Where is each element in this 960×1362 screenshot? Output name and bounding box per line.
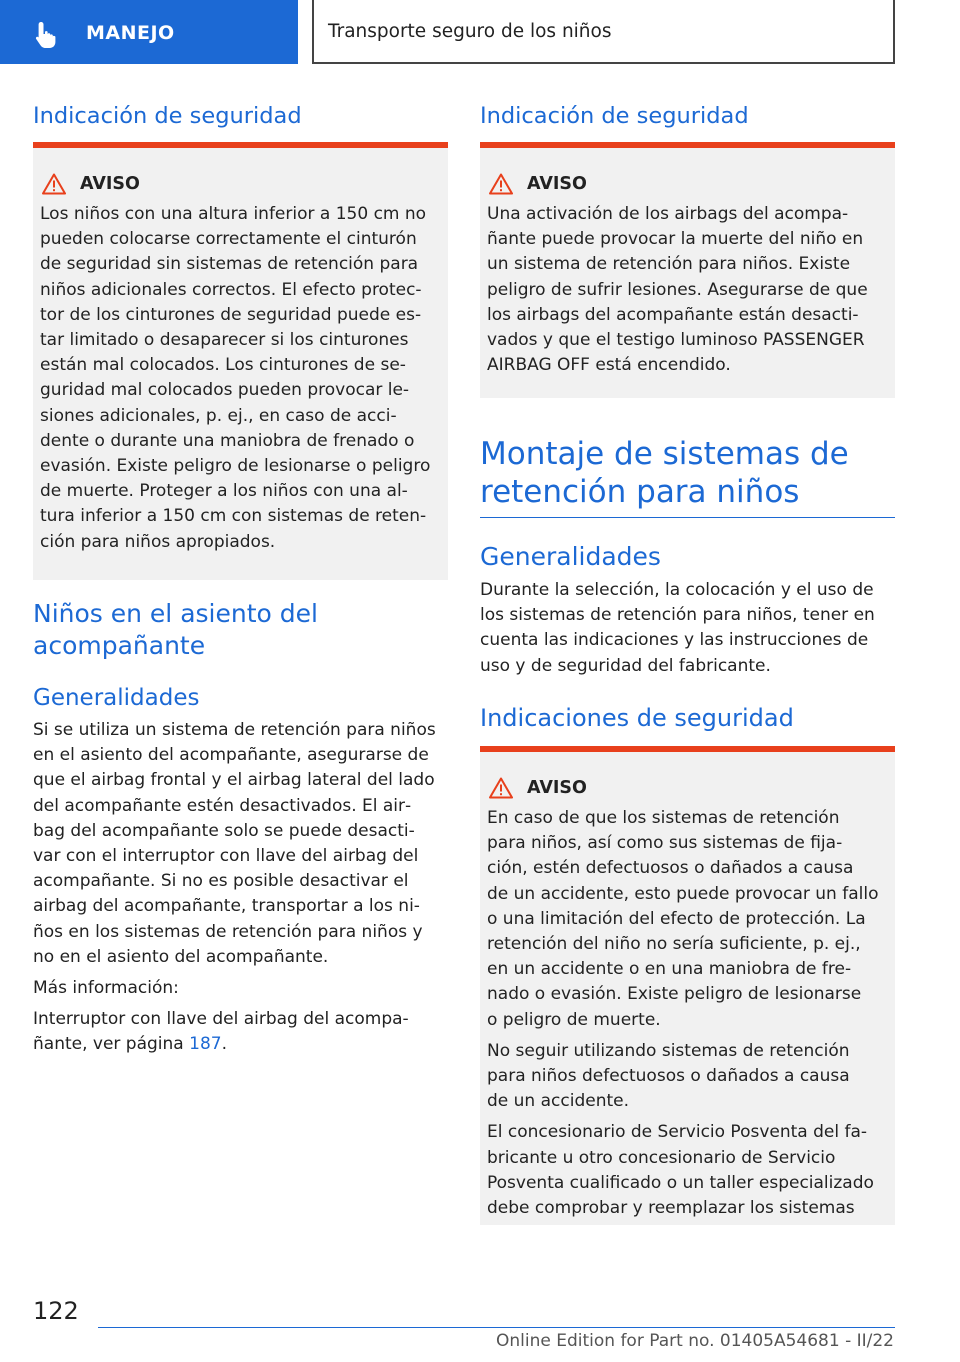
warning-box-3 [480,746,895,1225]
page-number: 122 [33,1297,79,1325]
text-line: ños en los sistemas de retención para niños y [33,921,423,942]
text-line: en el asiento del acompañante, asegurarse de [33,745,429,766]
text-line: que el airbag frontal y el airbag lateral del lado [33,770,435,791]
text-line: Durante la selección, la colocación y el uso de [480,580,874,600]
warning-title: AVISO [80,174,140,194]
text-line: un sistema de retención para niños. Existe [487,254,851,275]
text-line: uso y de seguridad del fabricante. [480,655,771,676]
section-label: MANEJO [86,22,175,44]
text-line: para niños defectuosos o dañados a causa [487,1066,850,1087]
reference-text: Interruptor con llave del airbag del acompa‐ [33,1009,409,1030]
page-reference-link[interactable]: 187 [189,1034,222,1055]
text-line: de un accidente. [487,1091,629,1112]
text-line: dente o durante una maniobra de frenado o [40,430,415,451]
text-line: están mal colocados. Los cinturones de se‐ [40,355,406,376]
text-line: El concesionario de Servicio Posventa del fa‐ [487,1122,868,1143]
general-text-right [480,578,900,679]
text-line: peligro de sufrir lesiones. Asegurarse de que [487,279,868,300]
hand-pointer-icon [34,20,64,50]
text-line: evasión. Existe peligro de lesionarse o peligro [40,456,431,477]
text-line: ción para niños apropiados. [40,531,276,552]
text-line: nado o evasión. Existe peligro de lesionarse [487,984,862,1005]
heading-line: Niños en el asiento del [33,599,318,628]
text-line: tar limitado o desaparecer si los cinturones [40,330,409,351]
text-line: airbag del acompañante, transportar a los ni‐ [33,896,420,917]
text-line: var con el interruptor con llave del airbag del [33,846,419,867]
warning-text-1 [40,202,441,555]
warning-triangle-icon [42,173,66,195]
text-line: Si se utiliza un sistema de retención para niños [33,720,436,740]
chapter-title-box [312,0,895,64]
text-line: para niños, así como sus sistemas de fija‐ [487,833,843,854]
text-line: tura inferior a 150 cm con sistemas de reten‐ [40,506,427,527]
warning-box-2 [480,142,895,398]
text-line: los sistemas de retención para niños, tener en [480,605,875,626]
section-tab [0,0,298,64]
heading-line: retención para niños [480,474,800,510]
text-line: ñante puede provocar la muerte del niño en [487,229,864,250]
safety-heading-left: Indicación de seguridad [33,103,302,129]
warning-box-1 [33,142,448,580]
text-line: Los niños con una altura inferior a 150 cm no [40,204,427,224]
warning-triangle-icon [489,777,513,799]
warning-title: AVISO [527,778,587,798]
text-line: en un accidente o en una maniobra de fre‐ [487,959,852,980]
text-line: retención del niño no sería suficiente, p. ej., [487,934,861,955]
warning-text-3 [487,806,888,1221]
text-line: de seguridad sin sistemas de retención para [40,254,419,275]
text-line: pueden colocarse correctamente el cinturón [40,229,417,250]
text-line: AIRBAG OFF está encendido. [487,355,731,376]
text-line: los airbags del acompañante están desacti‐ [487,304,859,325]
text-line: de muerte. Proteger a los niños con una al‐ [40,481,408,502]
text-line: ción, estén defectuosos o dañados a causa [487,858,854,879]
more-info-label: Más información: [33,978,179,999]
text-line: bricante u otro concesionario de Servicio [487,1147,836,1168]
reference-suffix: . [221,1034,227,1055]
heading-line: Montaje de sistemas de [480,436,849,472]
edition-footer: Online Edition for Part no. 01405A54681 - II/22 [495,1331,894,1351]
mount-heading [480,435,849,511]
warning-triangle-icon [489,173,513,195]
chapter-title: Transporte seguro de los niños [328,21,612,42]
text-line: En caso de que los sistemas de retención [487,808,840,828]
safety-heading-right: Indicación de seguridad [480,103,749,129]
reference-line [33,1032,453,1057]
text-line: vados y que el testigo luminoso PASSENGER [487,330,865,351]
text-line: o peligro de muerte. [487,1009,661,1030]
warning-title: AVISO [527,174,587,194]
safety-indications-heading: Indicaciones de seguridad [480,704,794,732]
reference-text: ñante, ver página [33,1034,190,1055]
text-line: Una activación de los airbags del acompa‐ [487,204,849,224]
text-line: guridad mal colocados pueden provocar le‐ [40,380,410,401]
text-line: siones adicionales, p. ej., en caso de acci‐ [40,405,397,426]
text-line: del acompañante estén desactivados. El air‐ [33,795,412,816]
text-line: no en el asiento del acompañante. [33,946,329,967]
text-line: o una limitación del efecto de protección. La [487,908,866,929]
text-line: debe comprobar y reemplazar los sistemas [487,1198,855,1219]
text-line: niños adicionales correctos. El efecto protec‐ [40,279,422,300]
text-line: Posventa cualificado o un taller especializado [487,1172,874,1193]
text-line: bag del acompañante solo se puede desacti‐ [33,820,415,841]
general-heading-left: Generalidades [33,685,200,711]
chapter-rule [480,517,895,518]
general-heading-right: Generalidades [480,542,661,571]
text-line: tor de los cinturones de seguridad puede es‐ [40,304,422,325]
heading-line: acompañante [33,631,206,660]
text-line: No seguir utilizando sistemas de retención [487,1040,850,1061]
front-seat-heading [33,598,318,662]
text-line: de un accidente, esto puede provocar un fallo [487,883,879,904]
text-line: cuenta las indicaciones y las instrucciones de [480,630,869,651]
warning-text-2 [487,202,888,378]
general-text-left [33,718,453,1058]
text-line: acompañante. Si no es posible desactivar el [33,871,409,892]
